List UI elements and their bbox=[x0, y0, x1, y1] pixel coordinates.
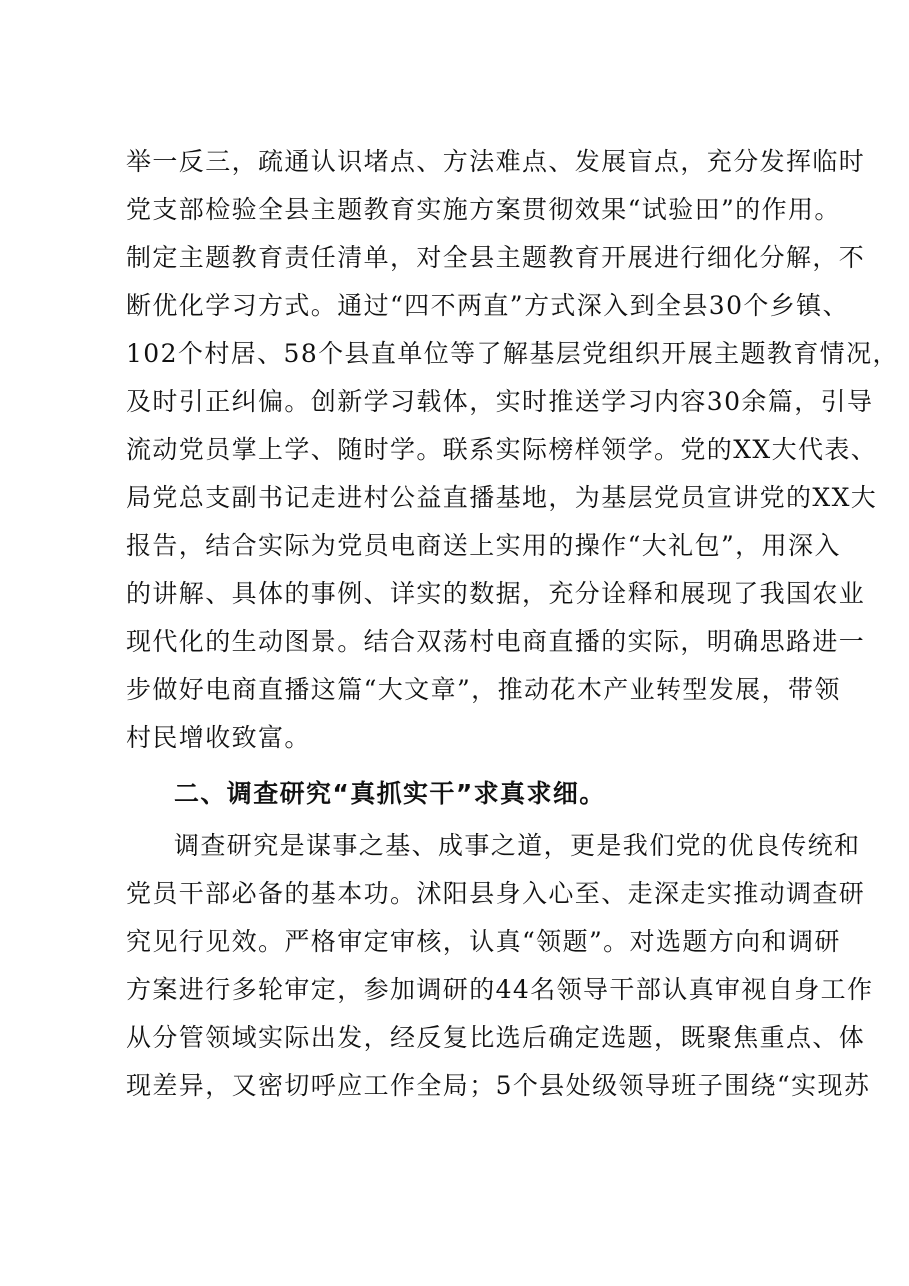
text-line: 举一反三，疏通认识堵点、方法难点、发展盲点，充分发挥临时 bbox=[126, 147, 866, 176]
section-heading: 二、调查研究“真抓实干”求真求细。 bbox=[174, 779, 606, 808]
text-line: 局党总支副书记走进村公益直播基地，为基层党员宣讲党的XX大 bbox=[126, 483, 878, 512]
text-line: 党员干部必备的基本功。沭阳县身入心至、走深走实推动调查研 bbox=[126, 879, 866, 908]
text-line: 制定主题教育责任清单，对全县主题教育开展进行细化分解，不 bbox=[126, 243, 866, 272]
text-line: 现差异，又密切呼应工作全局；5个县处级领导班子围绕“实现苏 bbox=[126, 1071, 871, 1100]
paragraph-2 bbox=[126, 822, 874, 1110]
text-line: 究见行见效。严格审定审核，认真“领题”。对选题方向和调研 bbox=[126, 927, 841, 956]
text-line: 党支部检验全县主题教育实施方案贯彻效果“试验田”的作用。 bbox=[126, 195, 841, 224]
text-line: 调查研究是谋事之基、成事之道，更是我们党的优良传统和 bbox=[174, 831, 861, 860]
paragraph-1 bbox=[126, 138, 899, 762]
text-line: 现代化的生动图景。结合双荡村电商直播的实际，明确思路进一 bbox=[126, 627, 866, 656]
text-line: 村民增收致富。 bbox=[126, 723, 311, 752]
document-body bbox=[126, 138, 899, 1110]
text-line: 流动党员掌上学、随时学。联系实际榜样领学。党的XX大代表、 bbox=[126, 435, 878, 464]
text-line: 的讲解、具体的事例、详实的数据，充分诠释和展现了我国农业 bbox=[126, 579, 866, 608]
text-line: 断优化学习方式。通过“四不两直”方式深入到全县30个乡镇、 bbox=[126, 291, 849, 320]
text-line: 报告，结合实际为党员电商送上实用的操作“大礼包”，用深入 bbox=[126, 531, 841, 560]
text-line: 步做好电商直播这篇“大文章”，推动花木产业转型发展，带领 bbox=[126, 675, 841, 704]
text-line: 方案进行多轮审定，参加调研的44名领导干部认真审视自身工作 bbox=[126, 975, 874, 1004]
text-line: 从分管领域实际出发，经反复比选后确定选题，既聚焦重点、体 bbox=[126, 1023, 866, 1052]
text-line: 102个村居、58个县直单位等了解基层党组织开展主题教育情况， bbox=[126, 339, 899, 368]
text-line: 及时引正纠偏。创新学习载体，实时推送学习内容30余篇，引导 bbox=[126, 387, 874, 416]
